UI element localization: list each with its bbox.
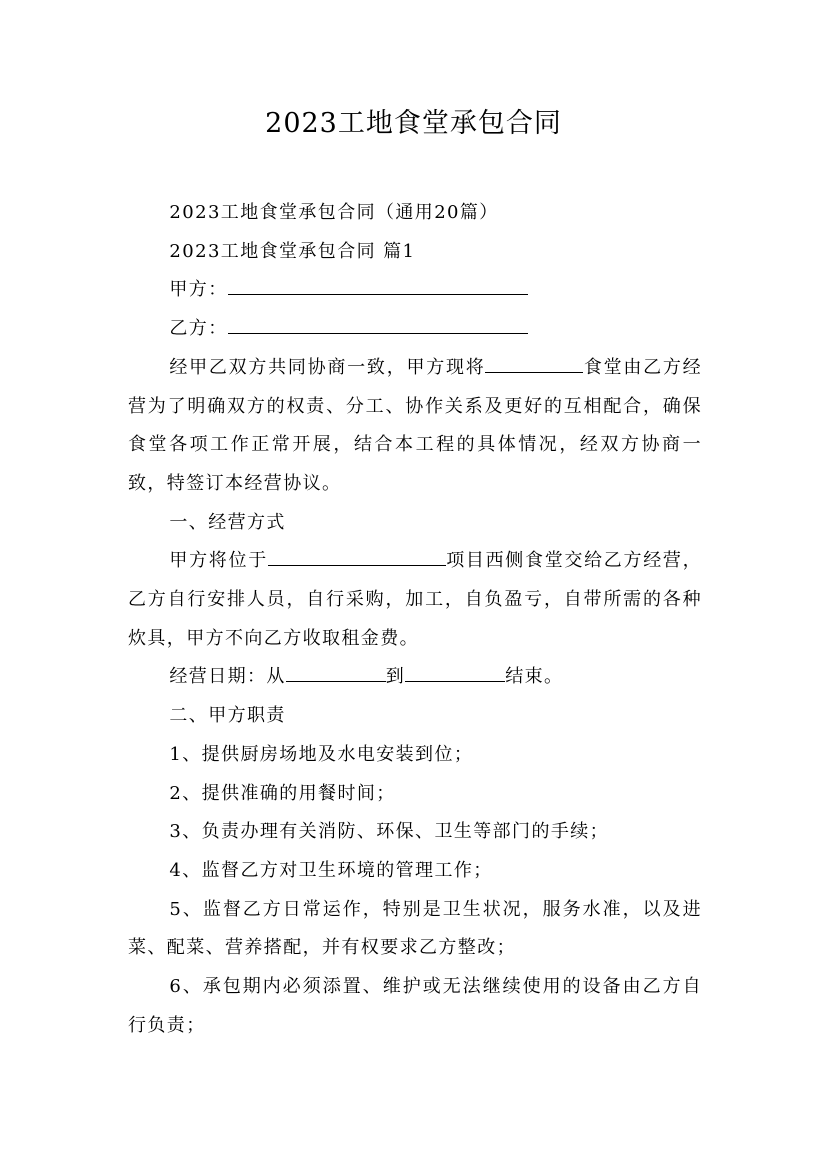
party-b-blank — [228, 332, 528, 334]
list-item: 1、提供厨房场地及水电安装到位； — [169, 743, 474, 765]
party-a-label: 甲方： — [169, 279, 228, 301]
section2-title: 二、甲方职责 — [169, 705, 286, 727]
intro-text-1: 经甲乙双方共同协商一致，甲方现将 — [169, 356, 486, 378]
date-to: 到 — [385, 666, 406, 688]
list-item: 5、监督乙方日常运作，特别是卫生状况，服务水准，以及进菜、配菜、营养搭配，并有权要求乙方整改； — [128, 898, 702, 959]
end-date-blank — [405, 680, 505, 682]
intro-text-2: 食堂由乙方经营为了明确双方的权责、分工、协作关系及更好的互相配合，确保食堂各项工作正常开展，结合本工程的具体情况，经双方协商一致，特签订本经营协议。 — [128, 356, 702, 494]
party-b-label: 乙方： — [169, 318, 228, 340]
party-a-blank — [228, 293, 528, 295]
contract-subtitle: 2023工地食堂承包合同（通用20篇） — [169, 202, 499, 223]
party-a-line — [128, 271, 702, 310]
section-heading: 2023工地食堂承包合同 篇1 — [169, 240, 416, 262]
list-item: 3、负责办理有关消防、环保、卫生等部门的手续； — [169, 821, 610, 843]
date-label: 经营日期：从 — [169, 666, 286, 688]
section1-text-2: 项目西侧食堂交给乙方经营，乙方自行安排人员，自行采购，加工，自负盈亏，自带所需的各种炊具，甲方不向乙方收取租金费。 — [128, 550, 703, 649]
section1-title: 一、经营方式 — [169, 511, 286, 533]
document-title: 2023工地食堂承包合同 — [265, 108, 562, 139]
intro-paragraph — [128, 349, 702, 504]
list-item: 4、监督乙方对卫生环境的管理工作； — [169, 859, 493, 881]
location-blank — [268, 564, 446, 566]
document-body — [128, 194, 702, 1045]
canteen-name-blank — [485, 371, 583, 373]
section1-paragraph — [128, 542, 702, 658]
operation-date-line — [128, 658, 702, 697]
section1-text-1: 甲方将位于 — [169, 550, 268, 572]
list-item: 6、承包期内必须添置、维护或无法继续使用的设备由乙方自行负责； — [128, 976, 702, 1036]
start-date-blank — [286, 680, 386, 682]
list-item: 2、提供准确的用餐时间； — [169, 782, 396, 804]
date-end: 结束。 — [505, 666, 564, 688]
party-b-line — [128, 310, 702, 349]
